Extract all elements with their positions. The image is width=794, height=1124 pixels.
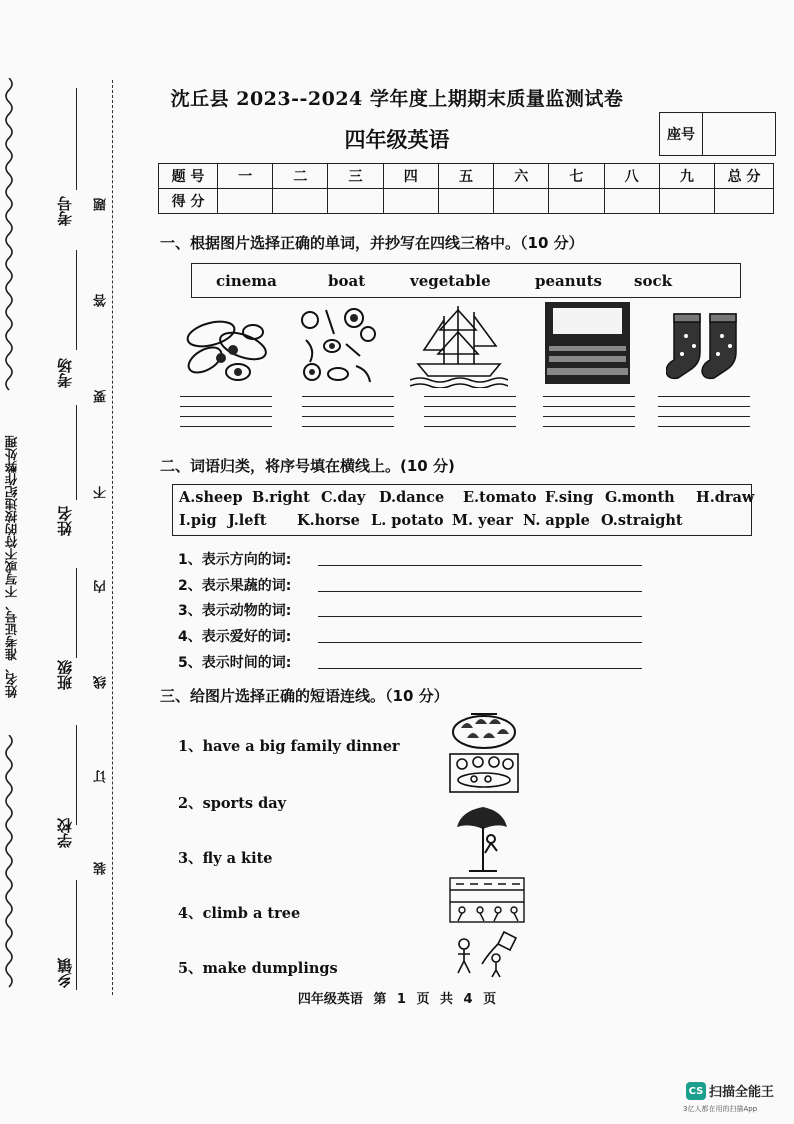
name-line	[76, 405, 77, 500]
field-township: 乡镇	[56, 958, 74, 988]
sailboat-picture	[410, 300, 508, 388]
answer-line[interactable]	[318, 642, 642, 643]
writing-lines[interactable]	[302, 396, 394, 436]
answer-line[interactable]	[318, 565, 642, 566]
score-row-label: 得 分	[159, 189, 218, 214]
word-option: L. potato	[371, 512, 444, 529]
field-school: 学校	[56, 818, 74, 848]
section2-heading: 二、词语归类，将序号填在横线上。(10 分)	[160, 457, 455, 475]
section1-heading: 一、根据图片选择正确的单词，并抄写在四线三格中。（10 分）	[160, 234, 584, 252]
field-class: 班级	[56, 660, 74, 690]
binding-dashed-line	[112, 80, 113, 995]
score-header-cell: 一	[218, 164, 273, 189]
binding-notice: 姓名、准考证号、不写或不符的按违纪作弊处理	[4, 435, 19, 698]
field-exam-number: 考号	[56, 196, 74, 226]
word-option: C.day	[321, 489, 366, 506]
phrase-item[interactable]: 2、sports day	[178, 795, 287, 812]
page-footer: 四年级英语 第 1 页 共 4 页	[297, 992, 497, 1007]
score-cell[interactable]	[715, 189, 774, 214]
writing-lines[interactable]	[424, 396, 516, 436]
exam-room-line	[76, 250, 77, 350]
answer-line[interactable]	[318, 668, 642, 669]
exam-subtitle: 四年级英语	[344, 128, 450, 152]
word-bank-item: boat	[328, 272, 366, 290]
answer-line[interactable]	[318, 591, 642, 592]
phrase-item[interactable]: 1、have a big family dinner	[178, 738, 400, 755]
family-dinner-picture[interactable]	[448, 752, 520, 794]
seat-label: 座号	[660, 113, 703, 155]
word-bank-item: sock	[634, 272, 672, 290]
phrase-item[interactable]: 5、make dumplings	[178, 960, 338, 977]
score-cell[interactable]	[494, 189, 549, 214]
word-option: K.horse	[297, 512, 360, 529]
category-question: 1、表示方向的词:	[178, 552, 292, 568]
score-cell[interactable]	[218, 189, 273, 214]
phrase-item[interactable]: 4、climb a tree	[178, 905, 301, 922]
seal-char: 内	[94, 580, 109, 593]
dumplings-picture[interactable]	[451, 710, 517, 750]
peanuts-picture	[183, 312, 273, 384]
writing-lines[interactable]	[658, 396, 750, 436]
word-option: N. apple	[523, 512, 590, 529]
score-header-cell: 九	[659, 164, 714, 189]
seal-char: 不	[94, 486, 109, 499]
seal-char: 答	[94, 294, 109, 307]
seal-char: 要	[94, 390, 109, 403]
score-cell[interactable]	[549, 189, 604, 214]
climb-tree-picture[interactable]	[455, 805, 511, 875]
sports-day-picture[interactable]	[448, 876, 526, 924]
word-bank-item: cinema	[216, 272, 277, 290]
word-option: D.dance	[379, 489, 445, 506]
word-option: J.left	[228, 512, 267, 529]
class-line	[76, 568, 77, 658]
score-header-cell: 题 号	[159, 164, 218, 189]
category-question: 4、表示爱好的词:	[178, 629, 292, 645]
seal-char: 题	[94, 198, 109, 211]
score-header-cell: 八	[604, 164, 659, 189]
seal-char: 线	[94, 676, 109, 689]
score-cell[interactable]	[328, 189, 383, 214]
vegetables-picture	[296, 306, 378, 388]
field-exam-room: 考场	[56, 358, 74, 388]
word-option: G.month	[605, 489, 675, 506]
word-option: B.right	[252, 489, 310, 506]
score-cell[interactable]	[273, 189, 328, 214]
word-option: F.sing	[545, 489, 594, 506]
score-cell[interactable]	[438, 189, 493, 214]
seat-number-field[interactable]	[703, 113, 775, 155]
writing-lines[interactable]	[543, 396, 635, 436]
score-header-cell: 四	[383, 164, 438, 189]
exam-title: 沈丘县 2023--2024 学年度上期期末质量监测试卷	[170, 88, 624, 110]
word-option: A.sheep	[179, 489, 243, 506]
score-header-cell: 七	[549, 164, 604, 189]
score-header-cell: 二	[273, 164, 328, 189]
score-header-cell: 六	[494, 164, 549, 189]
score-header-cell: 五	[438, 164, 493, 189]
seal-char: 订	[94, 770, 109, 783]
word-bank-item: peanuts	[535, 272, 602, 290]
word-option: O.straight	[601, 512, 683, 529]
word-option: M. year	[452, 512, 513, 529]
township-line	[76, 880, 77, 990]
phrase-item[interactable]: 3、fly a kite	[178, 850, 273, 867]
camscanner-logo: CS	[686, 1082, 706, 1100]
category-question: 2、表示果蔬的词:	[178, 578, 292, 594]
score-cell[interactable]	[604, 189, 659, 214]
word-bank	[191, 263, 741, 298]
camscanner-tagline: 3亿人都在用的扫描App	[683, 1105, 758, 1113]
field-name: 姓名	[56, 506, 74, 536]
score-cell[interactable]	[383, 189, 438, 214]
category-question: 5、表示时间的词:	[178, 655, 292, 671]
cinema-picture	[545, 302, 630, 384]
score-header-cell: 三	[328, 164, 383, 189]
category-question: 3、表示动物的词:	[178, 603, 292, 619]
seal-char: 装	[94, 862, 109, 875]
word-bank-item: vegetable	[410, 272, 491, 290]
fly-kite-picture[interactable]	[450, 930, 520, 978]
score-table-header-row	[159, 164, 774, 189]
camscanner-name: 扫描全能王	[709, 1085, 775, 1100]
score-header-cell: 总 分	[715, 164, 774, 189]
word-option: H.draw	[696, 489, 755, 506]
socks-picture	[666, 312, 746, 382]
answer-line[interactable]	[318, 616, 642, 617]
score-cell[interactable]	[659, 189, 714, 214]
section3-heading: 三、给图片选择正确的短语连线。（10 分）	[160, 687, 449, 705]
score-table	[158, 163, 774, 214]
wavy-border-bottom	[2, 735, 16, 995]
word-option: I.pig	[179, 512, 217, 529]
word-option: E.tomato	[463, 489, 537, 506]
school-line	[76, 725, 77, 825]
seat-number-box	[659, 112, 776, 156]
word-options-box	[172, 484, 755, 536]
score-table-score-row	[159, 189, 774, 214]
writing-lines[interactable]	[180, 396, 272, 436]
